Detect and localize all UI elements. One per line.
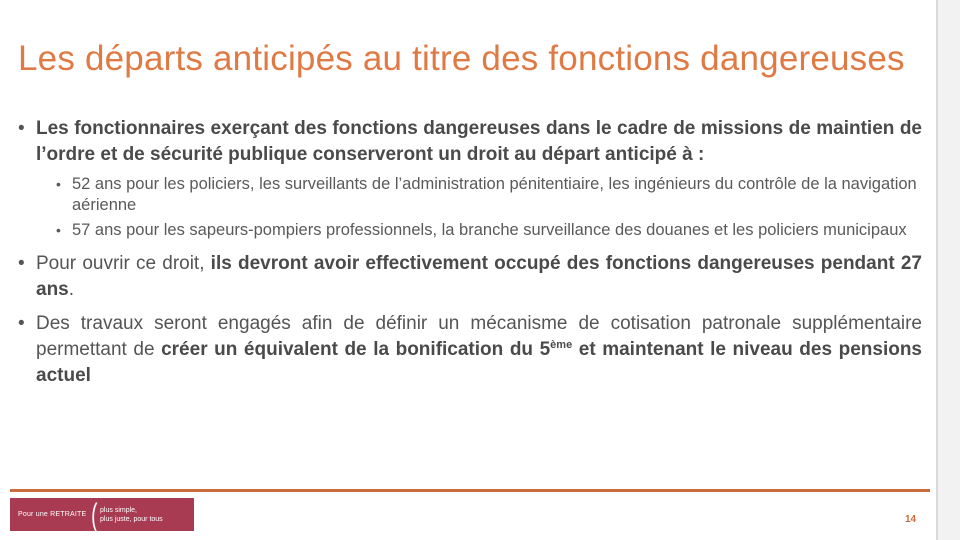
- retraite-logo: [10, 498, 194, 531]
- logo-tagline-line1: plus simple,: [100, 506, 137, 514]
- bullet-item: [16, 251, 922, 303]
- logo-text: Pour une RETRAITE: [18, 511, 87, 518]
- superscript: [550, 339, 572, 351]
- slide-edge: [936, 0, 960, 540]
- bullet-bold-text: ils devront avoir effectivement occupé des fonctions dangereuses pendant 27 ans: [36, 253, 922, 300]
- slide-content: [16, 116, 922, 389]
- superscript-text: ème: [550, 339, 573, 351]
- bullet-text: Des travaux seront engagés afin de définir un mécanisme de cotisation patronale supplémentaire permettant de: [36, 313, 922, 360]
- sub-bullet-item: • 57 ans pour les sapeurs-pompiers professionnels, la branche surveillance des douanes et les policiers municipaux: [16, 220, 922, 241]
- bullet-text: .: [68, 279, 75, 300]
- bullet-text: Pour ouvrir ce droit,: [36, 253, 211, 274]
- footer-divider: [10, 489, 930, 492]
- sub-bullet-item: • 52 ans pour les policiers, les surveillants de l’administration pénitentiaire, les ingénieurs du contrôle de la navigation aérienne: [16, 174, 922, 216]
- logo-parenthesis: (: [91, 496, 98, 533]
- page-number: 14: [905, 514, 917, 525]
- slide-title: Les départs anticipés au titre des fonctions dangereuses: [18, 39, 905, 79]
- bullet-bold-text: Les fonctionnaires exerçant des fonctions dangereuses dans le cadre de missions de maintien de l’ordre et de sécurité publique conserveront un droit au départ anticipé à :: [36, 118, 922, 165]
- logo-tagline: [100, 506, 163, 524]
- logo-tagline-line2: plus juste, pour tous: [100, 515, 163, 523]
- bullet-bold-text: créer un équivalent de la bonification du 5: [161, 339, 551, 360]
- bullet-item: [16, 311, 922, 389]
- bullet-item: [16, 116, 922, 168]
- bullet-bold-text: et maintenant le niveau des pensions actuel: [36, 339, 923, 386]
- sub-list: [16, 174, 922, 241]
